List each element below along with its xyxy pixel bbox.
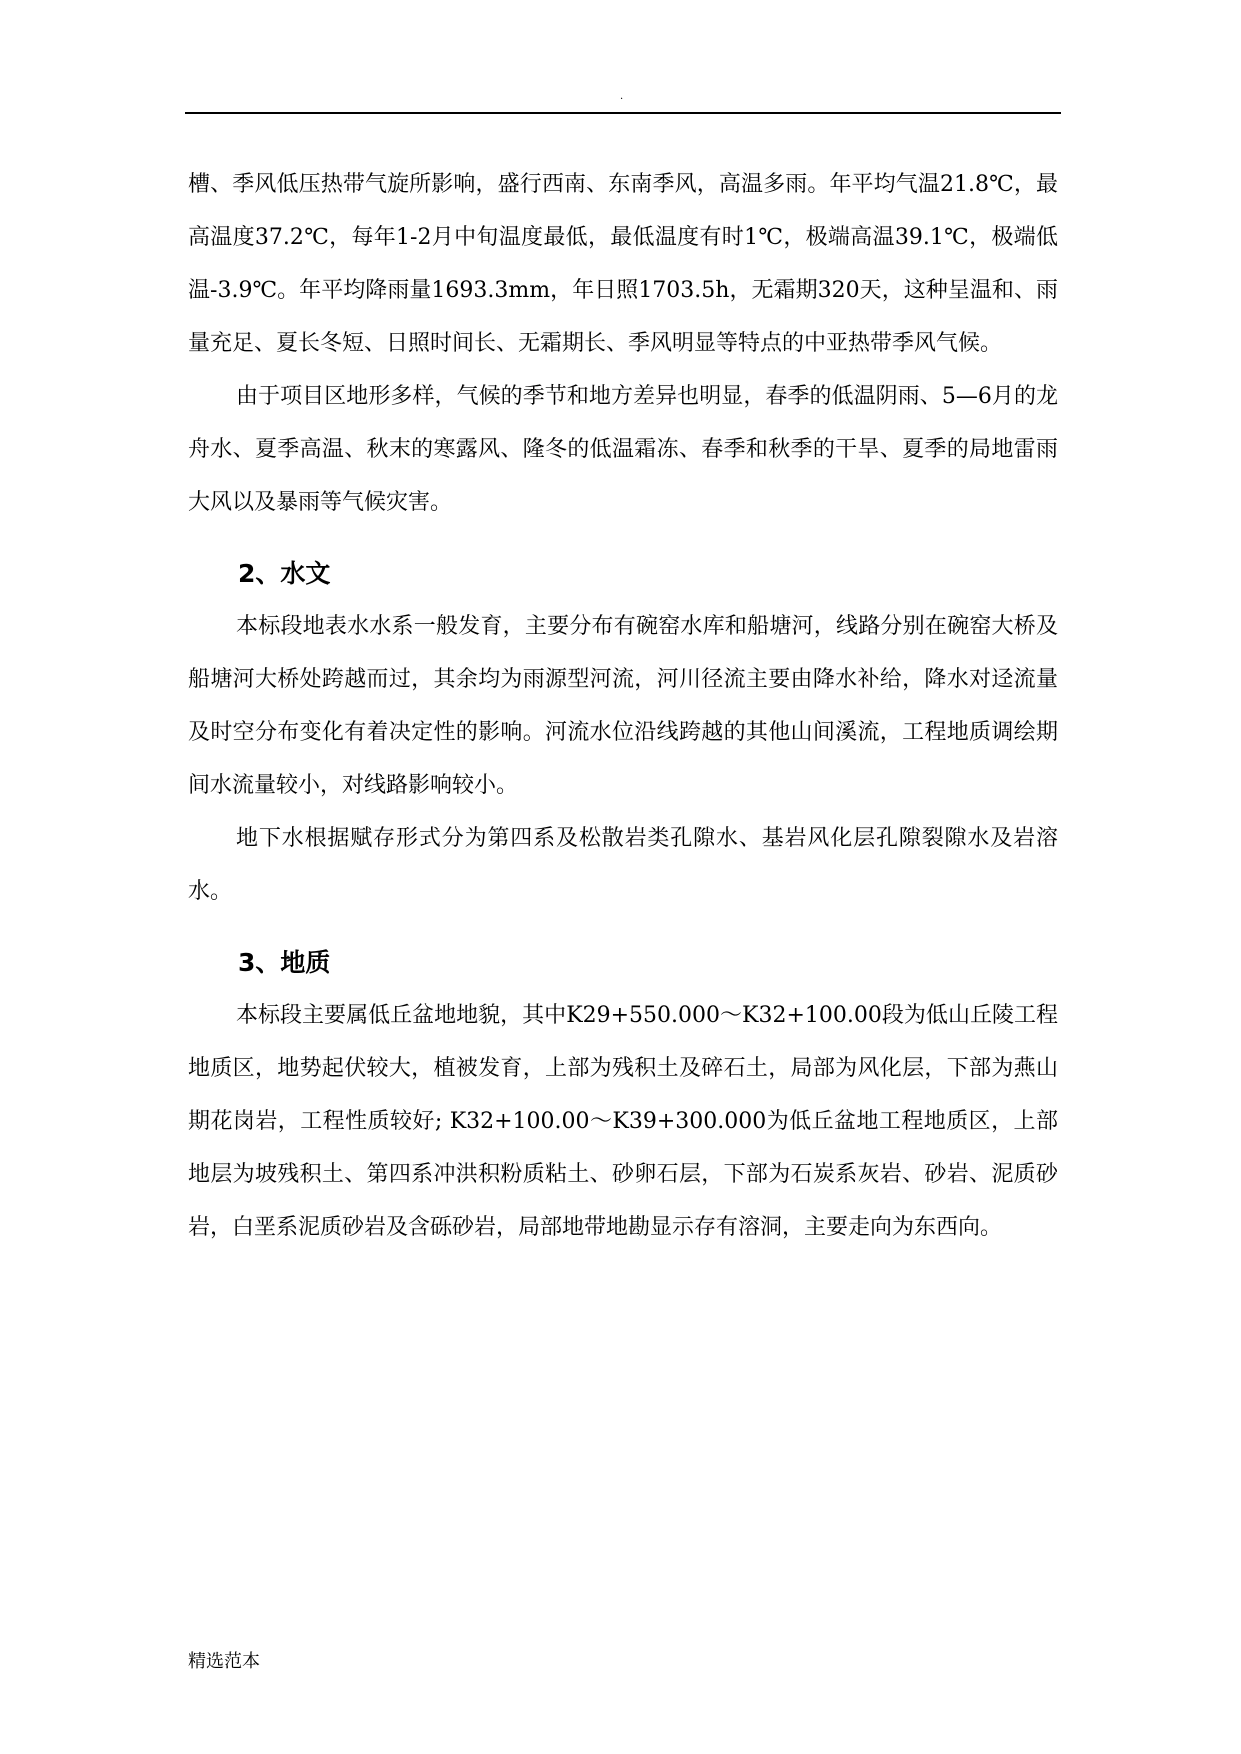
header-rule [185,112,1061,114]
paragraph-climate: 槽、季风低压热带气旋所影响，盛行西南、东南季风，高温多雨。年平均气温21.8℃，最高温度37.2℃，每年1-2月中旬温度最低，最低温度有时1℃，极端高温39.1℃，极端低温-3.9℃。年平均降雨量1693.3mm，年日照1703.5h，无霜期320天，这种呈温和、雨量充足、夏长冬短、日照时间长、无霜期长、季风明显等特点的中亚热带季风气候。 [188,172,1058,356]
paragraph-groundwater: 地下水根据赋存形式分为第四系及松散岩类孔隙水、基岩风化层孔隙裂隙水及岩溶水。 [188,826,1058,904]
header-mark: . [620,91,624,102]
paragraph-geology: 本标段主要属低丘盆地地貌，其中K29+550.000～K32+100.00段为低山丘陵工程地质区，地势起伏较大，植被发育，上部为残积土及碎石土，局部为风化层，下部为燕山期花岗岩，工程性质较好; K32+100.00～K39+300.000为低丘盆地工程地质区，上部地层为坡残积土、第四系冲洪积粉质粘土、砂卵石层，下部为石炭系灰岩、砂岩、泥质砂岩，白垩系泥质砂岩及含砾砂岩，局部地带地勘显示存有溶洞，主要走向为东西向。 [188,1003,1058,1240]
paragraph-climate-disasters: 由于项目区地形多样，气候的季节和地方差异也明显，春季的低温阴雨、5—6月的龙舟水、夏季高温、秋末的寒露风、隆冬的低温霜冻、春季和秋季的干旱、夏季的局地雷雨大风以及暴雨等气候灾害。 [188,384,1058,515]
heading-geology: 3、地质 [238,948,331,977]
footer-text: 精选范本 [188,1651,260,1672]
paragraph-surface-water: 本标段地表水水系一般发育，主要分布有碗窑水库和船塘河，线路分别在碗窑大桥及船塘河大桥处跨越而过，其余均为雨源型河流，河川径流主要由降水补给，降水对迳流量及时空分布变化有着决定性的影响。河流水位沿线跨越的其他山间溪流，工程地质调绘期间水流量较小，对线路影响较小。 [188,614,1058,798]
heading-hydrology: 2、水文 [238,559,331,588]
document-body [188,158,1058,1254]
